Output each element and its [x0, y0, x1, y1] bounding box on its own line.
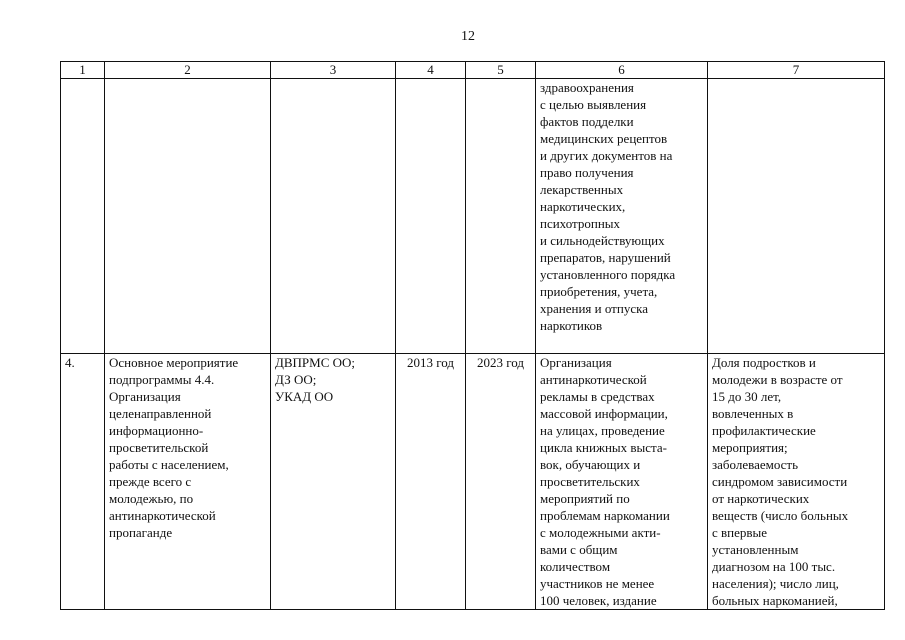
table-row	[61, 79, 885, 354]
table-cell: здравоохранения с целью выявления фактов подделки медицинских рецептов и других документов на право получения лекарственных наркотических, психотропных и сильнодействующих препаратов, нарушений установленного порядка приобретения, учета, хранения и отпуска наркотиков	[536, 79, 708, 354]
expected-result-cell: Организация антинаркотической рекламы в средствах массовой информации, на улицах, проведение цикла книжных выста- вок, обучающих и просветительских мероприятий по проблемам наркомании с молодежными акти- вами с общим количеством участников не менее 100 человек, издание	[536, 354, 708, 610]
activity-name-cell: Основное мероприятие подпрограммы 4.4. Организация целенаправленной информационно- просветительской работы с населением, прежде всего с молодежью, по антинаркотической пропаганде	[105, 354, 271, 610]
executors-cell: ДВПРМС ОО; ДЗ ОО; УКАД ОО	[271, 354, 396, 610]
column-header: 7	[708, 62, 885, 79]
column-header: 1	[61, 62, 105, 79]
page-number: 12	[461, 29, 475, 44]
indicators-cell: Доля подростков и молодежи в возрасте от 15 до 30 лет, вовлеченных в профилактические мероприятия; заболеваемость синдромом зависимости от наркотических веществ (число больных с впервые установленным диагнозом на 100 тыс. населения); число лиц, больных наркоманией,	[708, 354, 885, 610]
start-year-cell: 2013 год	[396, 354, 466, 610]
table-cell	[708, 79, 885, 354]
table-cell	[271, 79, 396, 354]
column-header: 4	[396, 62, 466, 79]
table-row	[61, 354, 885, 610]
program-activities-table	[60, 61, 885, 610]
table-cell	[466, 79, 536, 354]
table-cell	[396, 79, 466, 354]
header-row	[61, 62, 885, 79]
table-cell	[61, 79, 105, 354]
column-header: 6	[536, 62, 708, 79]
column-header: 3	[271, 62, 396, 79]
row-number-cell: 4.	[61, 354, 105, 610]
end-year-cell: 2023 год	[466, 354, 536, 610]
table-cell	[105, 79, 271, 354]
column-header: 2	[105, 62, 271, 79]
column-header: 5	[466, 62, 536, 79]
